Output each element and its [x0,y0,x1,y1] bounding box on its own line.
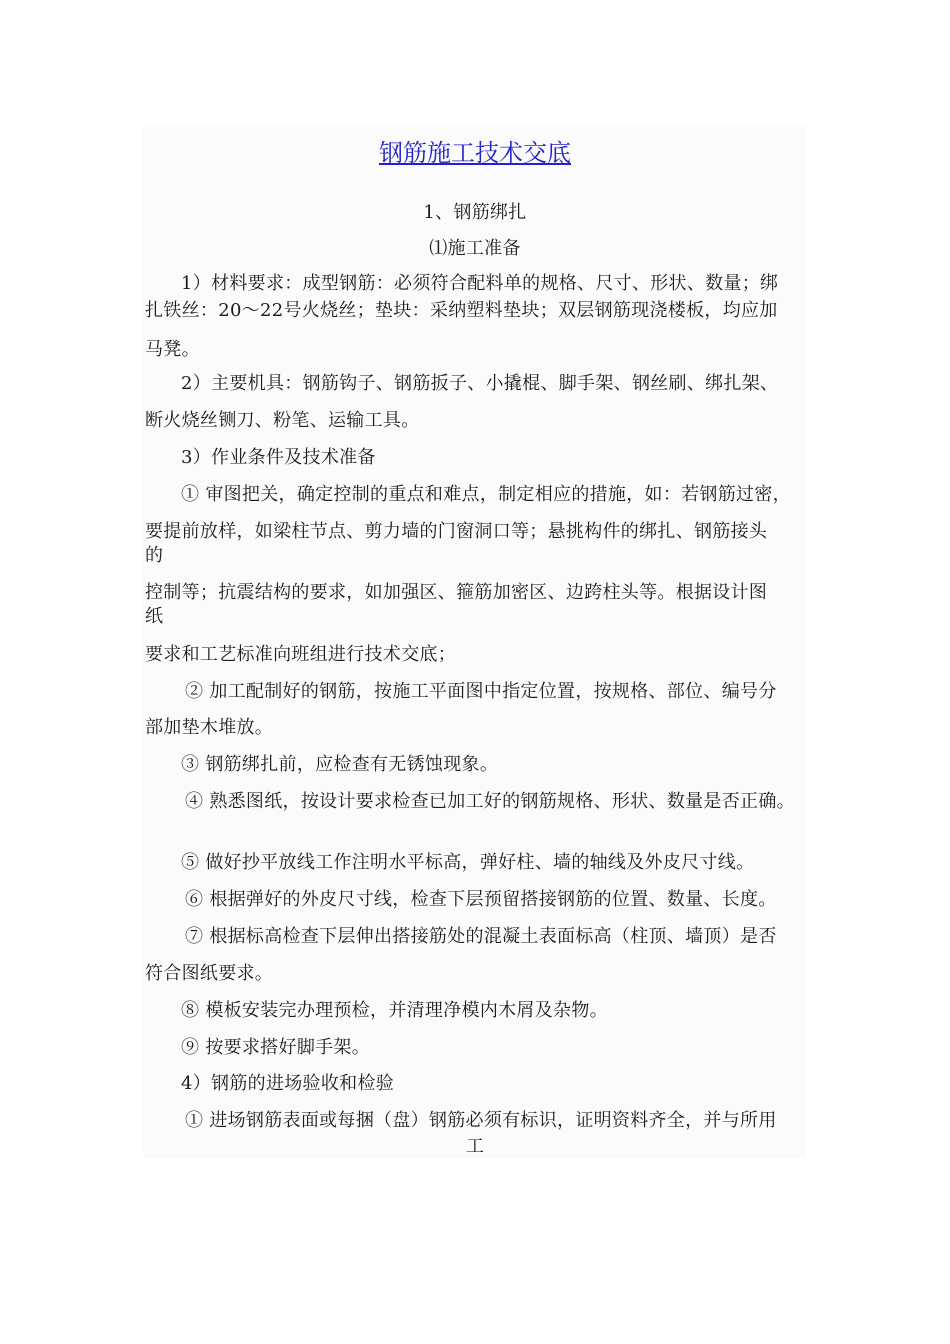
paragraph-line: 纸 [145,606,164,627]
title-link[interactable]: 钢筋施工技术交底 [379,139,571,167]
paragraph-line: ⑧ 模板安装完办理预检，并清理净模内木屑及杂物。 [181,1000,608,1021]
paragraph-line: ⑦ 根据标高检查下层伸出搭接筋处的混凝土表面标高（柱顶、墙顶）是否 [185,926,777,947]
paragraph-line: 马凳。 [145,339,200,360]
paragraph-line: 3）作业条件及技术准备 [181,447,376,468]
paragraph-line: 扎铁丝：20～22号火烧丝；垫块：采纳塑料垫块；双层钢筋现浇楼板，均应加 [145,300,778,321]
paragraph-line: ① 审图把关，确定控制的重点和难点，制定相应的措施，如：若钢筋过密， [181,484,791,505]
paragraph-line: 断火烧丝铡刀、粉笔、运输工具。 [145,410,420,431]
paragraph-line: ⑥ 根据弹好的外皮尺寸线，检查下层预留搭接钢筋的位置、数量、长度。 [185,889,777,910]
subsection-heading: ⑴施工准备 [429,238,521,259]
paragraph-line: ① 进场钢筋表面或每捆（盘）钢筋必须有标识，证明资料齐全，并与所用 [185,1110,777,1131]
paragraph-line: 的 [145,545,164,566]
paragraph-line: 要提前放样，如梁柱节点、剪力墙的门窗洞口等；悬挑构件的绑扎、钢筋接头 [145,521,768,542]
paragraph-line: 4）钢筋的进场验收和检验 [181,1073,395,1094]
section-heading: 1、钢筋绑扎 [423,202,527,223]
paragraph-line: ⑨ 按要求搭好脚手架。 [181,1037,371,1058]
paragraph-line: ④ 熟悉图纸，按设计要求检查已加工好的钢筋规格、形状、数量是否正确。 [185,791,795,812]
paragraph-line: 控制等；抗震结构的要求，如加强区、箍筋加密区、边跨柱头等。根据设计图 [145,582,768,603]
paragraph-line: 工 [465,1136,485,1157]
document-title [0,138,950,168]
paragraph-line: 符合图纸要求。 [145,963,274,984]
paragraph-line: ③ 钢筋绑扎前，应检查有无锈蚀现象。 [181,754,499,775]
paragraph-line: 2）主要机具：钢筋钩子、钢筋扳子、小撬棍、脚手架、钢丝刷、绑扎架、 [181,373,779,394]
paragraph-line: ② 加工配制好的钢筋，按施工平面图中指定位置，按规格、部位、编号分 [185,681,777,702]
paragraph-line: 部加垫木堆放。 [145,717,274,738]
paragraph-line: 要求和工艺标准向班组进行技术交底； [145,644,457,665]
paragraph-line: ⑤ 做好抄平放线工作注明水平标高，弹好柱、墙的轴线及外皮尺寸线。 [181,852,755,873]
paragraph-line: 1）材料要求：成型钢筋：必须符合配料单的规格、尺寸、形状、数量；绑 [181,273,779,294]
